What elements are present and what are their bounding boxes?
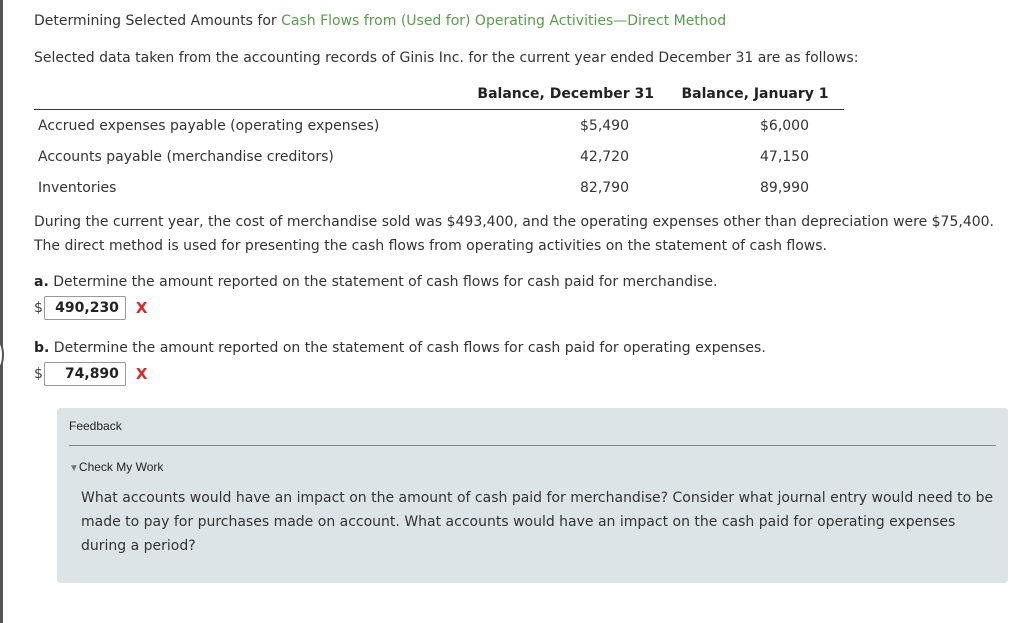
incorrect-x-icon: X: [135, 299, 148, 317]
header-january: Balance, January 1: [666, 84, 844, 110]
table-row: [34, 110, 844, 142]
answer-b-input[interactable]: 74,890: [44, 362, 126, 386]
answer-b-row: [34, 361, 148, 387]
answer-a-row: [34, 295, 148, 321]
row-dec-value: $5,490: [580, 117, 629, 134]
row-label: Accounts payable (merchandise creditors): [38, 148, 334, 165]
question-b-letter: b.: [34, 340, 50, 356]
table-row: [34, 172, 844, 203]
check-my-work-toggle[interactable]: [69, 460, 163, 474]
row-jan-value: 89,990: [760, 179, 809, 196]
feedback-text: What accounts would have an impact on the amount of cash paid for merchandise? Consider what journal entry would need to be made to pay for purchases made on account. What accounts would have an impact on the cash paid for operating expenses during a period?: [81, 490, 994, 554]
feedback-title: Feedback: [69, 419, 122, 433]
currency-symbol: $: [34, 366, 43, 382]
row-jan-value: 47,150: [760, 148, 809, 165]
check-my-work-label: Check My Work: [78, 460, 164, 474]
row-dec-value: 42,720: [580, 148, 629, 165]
feedback-divider: [69, 445, 996, 446]
problem-paragraph: During the current year, the cost of merchandise sold was $493,400, and the operating expenses other than depreciation were $75,400. The direct method is used for presenting the cash flows from operating activities on the statement of cash flows.: [34, 214, 994, 254]
header-blank: [34, 84, 454, 110]
problem-title: [34, 13, 726, 29]
table-row: [34, 141, 844, 172]
intro-text: Selected data taken from the accounting records of Ginis Inc. for the current year ended December 31 are as follows:: [34, 50, 859, 66]
title-link[interactable]: Cash Flows from (Used for) Operating Activities—Direct Method: [281, 13, 727, 29]
question-b: [34, 340, 766, 356]
row-dec-value: 82,790: [580, 179, 629, 196]
incorrect-x-icon: X: [135, 365, 148, 383]
row-label: Accrued expenses payable (operating expenses): [38, 117, 380, 134]
question-b-text: Determine the amount reported on the statement of cash flows for cash paid for operating expenses.: [49, 340, 766, 356]
header-december: Balance, December 31: [454, 84, 666, 110]
title-prefix: Determining Selected Amounts for: [34, 13, 282, 29]
left-border: [0, 0, 3, 623]
balances-table: [34, 84, 844, 203]
row-label: Inventories: [38, 179, 117, 196]
currency-symbol: $: [34, 300, 43, 316]
answer-a-input[interactable]: 490,230: [44, 296, 126, 320]
question-a-letter: a.: [34, 274, 49, 290]
table-header-row: [34, 84, 844, 110]
question-a-text: Determine the amount reported on the statement of cash flows for cash paid for merchandise.: [48, 274, 718, 290]
feedback-panel: [57, 408, 1008, 583]
expand-triangle-icon: ▼: [69, 463, 79, 474]
question-a: [34, 274, 717, 290]
row-jan-value: $6,000: [760, 117, 809, 134]
